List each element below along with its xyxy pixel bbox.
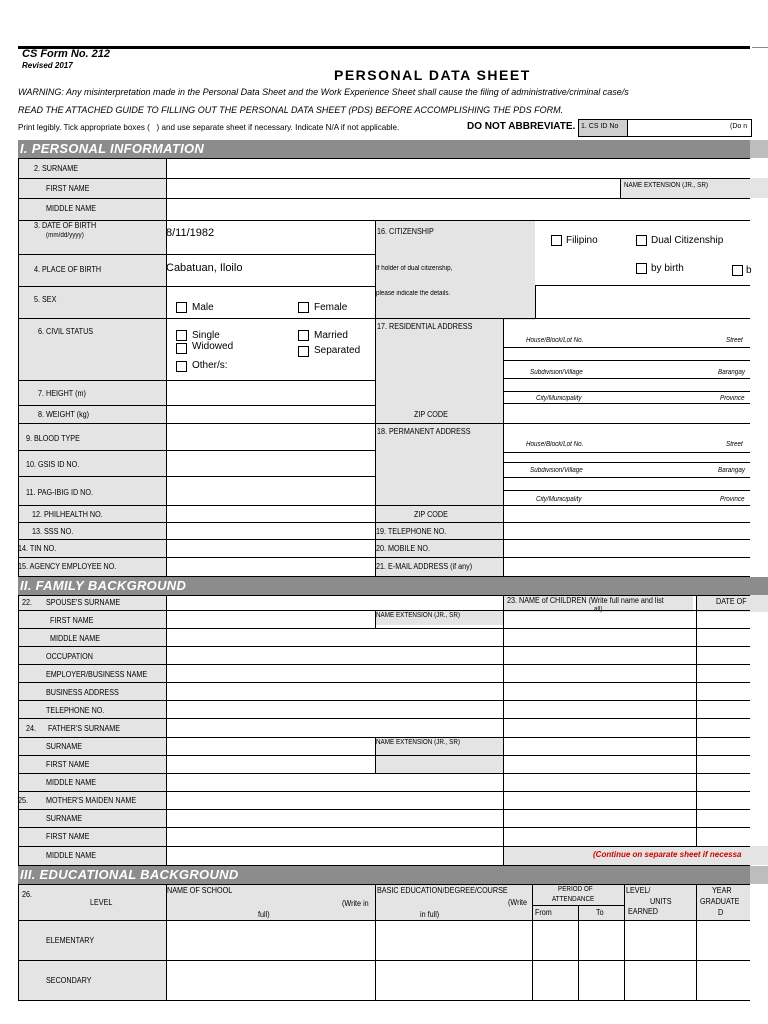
mother-first-name-label: FIRST NAME <box>46 832 90 841</box>
rule <box>18 522 750 523</box>
pob-value[interactable]: Cabatuan, Iloilo <box>166 262 243 274</box>
res-subdivision-label: Subdivision/Village <box>530 369 583 376</box>
edu-level-header: LEVEL <box>90 898 113 907</box>
res-city-label: City/Municipality <box>536 395 582 402</box>
separated-label: Separated <box>314 345 361 356</box>
rule <box>166 158 167 576</box>
print-instructions <box>18 122 399 132</box>
dual-details-label: please indicate the details. <box>376 290 451 297</box>
rule <box>532 884 533 1000</box>
edge-tab <box>750 595 768 612</box>
section-title: III. EDUCATIONAL BACKGROUND <box>20 867 239 882</box>
edu-year-grad-2: GRADUATE <box>700 897 740 906</box>
female-label: Female <box>314 302 348 313</box>
edge-tab <box>750 178 768 198</box>
dob-label: 3. DATE OF BIRTH <box>34 221 97 230</box>
edge-tab <box>750 866 768 884</box>
rule <box>18 884 750 885</box>
rule <box>18 505 750 506</box>
section-family-background <box>18 577 768 595</box>
form-title: PERSONAL DATA SHEET <box>334 67 531 83</box>
others-label: Other/s: <box>192 360 228 371</box>
edu-year-grad-3: D <box>718 908 724 917</box>
permanent-address-label: 18. PERMANENT ADDRESS <box>377 427 471 436</box>
sex-label: 5. SEX <box>34 295 57 304</box>
rule <box>18 476 375 477</box>
male-label: Male <box>192 302 214 313</box>
pagibig-label: 11. PAG-IBIG ID NO. <box>26 488 93 497</box>
section-personal-information <box>18 140 768 158</box>
rule <box>620 178 621 198</box>
rule <box>375 884 376 1000</box>
warning-text: WARNING: Any misinterpretation made in the Personal Data Sheet and the Work Experience Sheet shall cause the filing of administrative/criminal case/s <box>18 87 629 97</box>
rule <box>18 1000 750 1001</box>
rule <box>18 755 750 756</box>
perm-street-label: Street <box>726 441 743 448</box>
spouse-telephone-label: TELEPHONE NO. <box>46 706 105 715</box>
by-birth-label: by birth <box>651 263 684 274</box>
rule <box>503 462 750 463</box>
rule <box>18 664 750 665</box>
top-rule-ext <box>752 47 768 48</box>
pob-label: 4. PLACE OF BIRTH <box>34 265 102 274</box>
rule <box>18 423 750 424</box>
print-instructions-a: Print legibly. Tick appropriate boxes ( <box>18 122 150 132</box>
res-zip-label: ZIP CODE <box>414 410 448 419</box>
perm-province-label: Province <box>720 496 745 503</box>
married-checkbox[interactable] <box>298 330 309 341</box>
num-22: 22. <box>22 598 33 607</box>
citizenship-label: 16. CITIZENSHIP <box>377 227 434 236</box>
rule <box>578 905 579 1000</box>
rule <box>166 595 167 865</box>
male-checkbox[interactable] <box>176 302 187 313</box>
rule <box>18 737 750 738</box>
single-label: Single <box>192 330 220 341</box>
rule <box>503 360 750 361</box>
guide-text: READ THE ATTACHED GUIDE TO FILLING OUT THE PERSONAL DATA SHEET (PDS) BEFORE ACCOMPLISHING THE PDS FORM. <box>18 105 564 115</box>
no-abbreviate: DO NOT ABBREVIATE. <box>467 121 576 132</box>
telephone-label: 19. TELEPHONE NO. <box>376 527 447 536</box>
perm-barangay-label: Barangay <box>718 467 745 474</box>
rule <box>503 318 504 576</box>
height-label: 7. HEIGHT (m) <box>38 389 86 398</box>
separated-checkbox[interactable] <box>298 346 309 357</box>
edu-school-full: full) <box>258 910 270 919</box>
sss-label: 13. SSS NO. <box>32 527 74 536</box>
by-naturalization-label: b <box>746 265 752 276</box>
rule <box>18 254 375 255</box>
rule <box>18 791 750 792</box>
edu-school-header: NAME OF SCHOOL <box>167 886 233 895</box>
civil-status-label: 6. CIVIL STATUS <box>38 327 94 336</box>
spouse-name-ext-label: NAME EXTENSION (JR., SR) <box>376 612 461 619</box>
edu-level-units-1: LEVEL/ <box>626 886 651 895</box>
rule <box>503 391 750 392</box>
rule <box>18 682 750 683</box>
rule <box>18 628 750 629</box>
father-middle-name-label: MIDDLE NAME <box>46 778 97 787</box>
surname-label: 2. SURNAME <box>34 164 79 173</box>
form-number: CS Form No. 212 <box>22 48 111 60</box>
children-all-label: all) <box>594 606 603 613</box>
mother-surname-label: SURNAME <box>46 814 83 823</box>
rule <box>503 477 750 478</box>
rule <box>18 539 750 540</box>
email-label: 21. E-MAIL ADDRESS (if any) <box>376 562 473 571</box>
res-house-label: House/Block/Lot No. <box>526 337 584 344</box>
rule <box>18 318 750 319</box>
by-naturalization-checkbox[interactable] <box>732 265 743 276</box>
married-label: Married <box>314 330 348 341</box>
rule <box>18 960 750 961</box>
rule <box>18 405 375 406</box>
edge-tab <box>750 140 768 158</box>
rule <box>18 646 750 647</box>
perm-house-label: House/Block/Lot No. <box>526 441 584 448</box>
father-first-name-label: FIRST NAME <box>46 760 90 769</box>
perm-city-label: City/Municipality <box>536 496 582 503</box>
weight-label: 8. WEIGHT (kg) <box>38 410 90 419</box>
rule <box>18 158 750 159</box>
edu-period-header: PERIOD OF <box>558 886 593 893</box>
rule <box>503 490 750 491</box>
res-street-label: Street <box>726 337 743 344</box>
dual-citizenship-checkbox[interactable] <box>636 235 647 246</box>
rule <box>18 178 750 179</box>
spouse-middle-name-label: MIDDLE NAME <box>50 634 101 643</box>
rule <box>18 158 19 576</box>
rule <box>503 378 750 379</box>
rule <box>18 718 750 719</box>
civil-status-row2-clip <box>170 341 270 353</box>
num-25: 25. <box>18 796 29 805</box>
rule <box>166 884 167 1000</box>
philhealth-label: 12. PHILHEALTH NO. <box>32 510 103 519</box>
by-birth-checkbox[interactable] <box>636 263 647 274</box>
others-checkbox[interactable] <box>176 361 187 372</box>
female-checkbox[interactable] <box>298 302 309 313</box>
rule <box>18 920 750 921</box>
rule <box>503 452 750 453</box>
dob-value[interactable]: 8/11/1982 <box>166 227 215 239</box>
dob-format-label: (mm/dd/yyyy) <box>46 232 84 239</box>
rule <box>18 450 375 451</box>
edu-basic-write: (Write <box>508 898 528 907</box>
edu-elementary-label: ELEMENTARY <box>46 936 95 945</box>
name-extension-label: NAME EXTENSION (JR., SR) <box>624 182 709 189</box>
spouse-surname-label: SPOUSE'S SURNAME <box>46 598 121 607</box>
rule <box>18 773 750 774</box>
dual-citizenship-label: Dual Citizenship <box>651 235 724 246</box>
employer-label: EMPLOYER/BUSINESS NAME <box>46 670 148 679</box>
children-label: 23. NAME of CHILDREN (Write full name and list <box>507 596 664 605</box>
mobile-label: 20. MOBILE NO. <box>376 544 431 553</box>
rule <box>696 884 697 1000</box>
widowed-checkbox[interactable] <box>176 343 187 354</box>
filipino-label: Filipino <box>566 235 598 246</box>
form-revised: Revised 2017 <box>22 61 73 70</box>
edu-attendance-header: ATTENDANCE <box>552 896 595 903</box>
dual-holder-label: If holder of dual citizenship, <box>376 265 453 272</box>
rule <box>375 220 376 576</box>
rule <box>696 595 697 846</box>
rule <box>503 347 750 348</box>
mother-label: MOTHER'S MAIDEN NAME <box>46 796 137 805</box>
spouse-first-name-label: FIRST NAME <box>50 616 94 625</box>
rule <box>18 809 750 810</box>
continue-note: (Continue on separate sheet if necessa <box>593 850 742 859</box>
edu-to-header: To <box>596 908 604 917</box>
rule <box>18 610 750 611</box>
rule <box>18 827 750 828</box>
middle-name-label: MIDDLE NAME <box>46 204 97 213</box>
mother-middle-name-label: MIDDLE NAME <box>46 851 97 860</box>
rule <box>18 286 375 287</box>
edu-school-write-in: (Write in <box>342 899 369 908</box>
perm-zip-label: ZIP CODE <box>414 510 448 519</box>
print-instructions-b: ) and use separate sheet if necessary. Indicate N/A if not applicable. <box>156 122 400 132</box>
edge-tab <box>750 846 768 865</box>
single-checkbox[interactable] <box>176 330 187 341</box>
section-educational-background <box>18 866 768 884</box>
section-title: I. PERSONAL INFORMATION <box>20 141 205 156</box>
rule <box>18 220 750 221</box>
residential-address-label: 17. RESIDENTIAL ADDRESS <box>377 322 473 331</box>
edu-from-header: From <box>535 908 552 917</box>
cs-id-label: 1. CS ID No <box>581 123 619 130</box>
rule <box>18 700 750 701</box>
father-surname-label: SURNAME <box>46 742 83 751</box>
rule <box>624 884 625 1000</box>
rule <box>18 198 750 199</box>
rule <box>503 403 750 404</box>
rule <box>18 380 375 381</box>
edu-basic-header: BASIC EDUCATION/DEGREE/COURSE <box>377 886 508 895</box>
dual-details-input[interactable] <box>536 286 750 318</box>
edu-basic-in-full: in full) <box>420 910 440 919</box>
edu-level-units-3: EARNED <box>628 907 659 916</box>
business-address-label: BUSINESS ADDRESS <box>46 688 119 697</box>
top-rule <box>18 46 750 49</box>
edu-level-units-2: UNITS <box>650 897 672 906</box>
filipino-checkbox[interactable] <box>551 235 562 246</box>
edu-secondary-label: SECONDARY <box>46 976 92 985</box>
num-24: 24. <box>26 724 37 733</box>
father-name-ext-label: NAME EXTENSION (JR., SR) <box>376 739 461 746</box>
agency-employee-label: 15. AGENCY EMPLOYEE NO. <box>18 562 117 571</box>
edu-year-grad-1: YEAR <box>712 886 732 895</box>
tin-label: 14. TIN NO. <box>18 544 57 553</box>
rule <box>503 595 504 865</box>
children-dob-label: DATE OF <box>716 597 747 606</box>
blood-type-label: 9. BLOOD TYPE <box>26 434 80 443</box>
section-title: II. FAMILY BACKGROUND <box>20 578 187 593</box>
res-barangay-label: Barangay <box>718 369 745 376</box>
gsis-label: 10. GSIS ID NO. <box>26 460 80 469</box>
rule <box>18 846 750 847</box>
cs-id-note: (Do n <box>730 123 748 130</box>
occupation-label: OCCUPATION <box>46 652 93 661</box>
widowed-label: Widowed <box>192 341 234 352</box>
res-province-label: Province <box>720 395 745 402</box>
citizenship-gray <box>503 220 535 320</box>
perm-subdivision-label: Subdivision/Village <box>530 467 583 474</box>
rule <box>18 557 750 558</box>
num-26: 26. <box>22 890 33 899</box>
rule <box>18 595 19 865</box>
first-name-label: FIRST NAME <box>46 184 90 193</box>
father-label: FATHER'S SURNAME <box>48 724 121 733</box>
rule <box>18 884 19 1000</box>
